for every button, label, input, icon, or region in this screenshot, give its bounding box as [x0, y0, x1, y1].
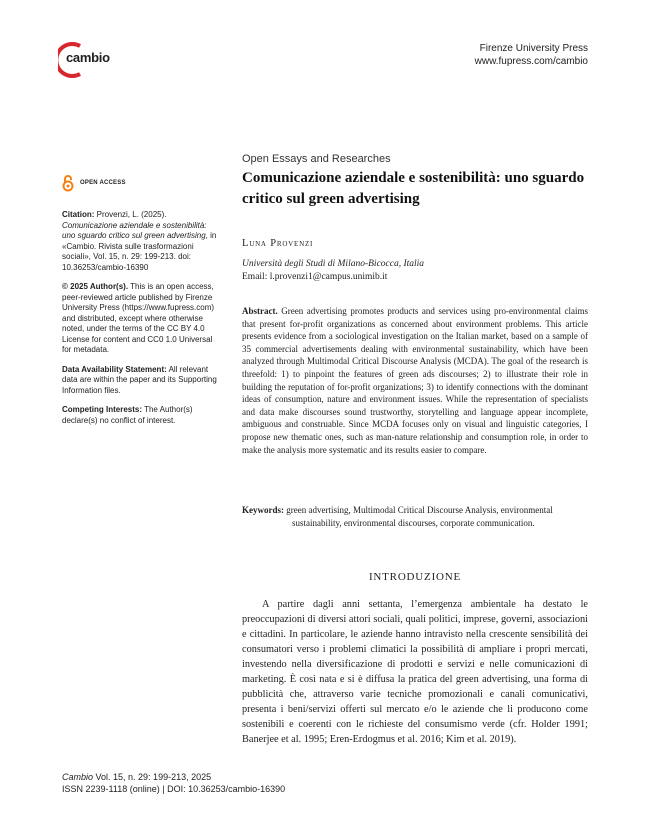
- keywords: [242, 504, 588, 529]
- data-availability-text: All relevant data are within the paper and its Supporting Information files.: [62, 364, 217, 395]
- logo-text: cambio: [66, 50, 110, 65]
- footer-volume: Vol. 15, n. 29: 199-213, 2025: [93, 772, 212, 782]
- data-availability-label: Data Availability Statement:: [62, 364, 167, 374]
- author-email[interactable]: Email: l.provenzi1@campus.unimib.it: [242, 272, 388, 282]
- data-availability: [62, 365, 222, 397]
- footer-journal: Cambio: [62, 772, 94, 782]
- competing-interests: [62, 405, 222, 426]
- intro-heading: INTRODUZIONE: [368, 571, 462, 583]
- keywords-text: green advertising, Multimodal Critical Discourse Analysis, environmental sustainability, environmental discourses, corporate communication.: [284, 505, 553, 528]
- copyright-text: This is an open access, peer-reviewed article published by Firenze University Press (https://www.fupress.com) and distributed, except where otherwise noted, under the terms of the CC BY 4.0 License for content and CC0 1.0 Universal for metadata.: [62, 282, 215, 354]
- copyright: [62, 282, 222, 356]
- author-name: Luna Provenzi: [242, 238, 314, 249]
- open-access-label: OPEN ACCESS: [80, 180, 126, 186]
- abstract: [242, 305, 588, 456]
- intro-paragraph: A partire dagli anni settanta, l’emergenza ambientale ha destato le preoccupazioni di diversi attori sociali, quali politici, imprese, governi, associazioni e cittadini. In particolare, le aziende hanno intravisto nella crescente sensibilità dei consumatori verso i problemi climatici la possibilità di ampliare i propri mercati, investendo nella diversificazione di prodotti e servizi e nelle comunicazioni di marketing. È così nata e si è diffusa la pratica del green advertising, una forma di pubblicità che, attraverso varie tecniche promozionali e canali comunicativi, presenta i beni/servizi offerti sul mercato e/o le aziende che li producono come sostenibili e coerenti con le richieste del consumismo verde (cfr. Holder 1991; Banerjee et al. 1995; Eren-Erdogmus et al. 2016; Kim et al. 2019).: [242, 599, 588, 745]
- citation-rest: , in «Cambio. Rivista sulle trasformazioni sociali», Vol. 15, n. 29: 199-213. doi: 10.36253/cambio-16390: [62, 231, 217, 272]
- abstract-label: Abstract.: [242, 306, 278, 316]
- open-access-badge: [62, 174, 126, 192]
- competing-interests-label: Competing Interests:: [62, 405, 143, 414]
- publisher-url[interactable]: www.fupress.com/cambio: [474, 56, 588, 67]
- affiliation: Università degli Studi di Milano-Bicocca, Italia: [242, 259, 425, 269]
- author-affiliation: [242, 258, 424, 284]
- keywords-label: Keywords:: [242, 505, 284, 515]
- citation: [62, 210, 222, 273]
- abstract-text: Green advertising promotes products and services using pro-environmental claims that present for-profit organizations as concerned about environment problems. This article presents evidence from a sociological investigation on the Italian market, based on a sample of 35 commercial advertisements dealing with environmental sustainability, which have been analyzed through Multimodal Critical Discourse Analysis (MCDA). The goal of the research is threefold: 1) to pinpoint the features of green ads discourses; 2) to illustrate their role in building the reputation of for-profit organizations; 3) to identify connections with the dominant ideas of consumption, nature and environment issues. While the representation of specialists and data make discourses sound trustworthy, storytelling and language appear incomplete, ambiguous and construable. Since MCDA focuses only on visual and linguistic categories, I propose new thematic ones, such as man-nature relationship and consumption role, in order to make the analysis more systematic and its results easier to compare.: [242, 306, 588, 455]
- publisher-name: Firenze University Press: [479, 43, 588, 54]
- footer-issn-doi: ISSN 2239-1118 (online) | DOI: 10.36253/cambio-16390: [62, 784, 286, 794]
- section-label: Open Essays and Researches: [242, 153, 391, 165]
- citation-title: Comunicazione aziendale e sostenibilità: uno sguardo critico sul green advertising: [62, 220, 207, 240]
- citation-text: Provenzi, L. (2025).: [96, 210, 167, 219]
- citation-label: Citation:: [62, 210, 95, 219]
- competing-interests-text: The Author(s) declare(s) no conflict of interest.: [62, 405, 193, 425]
- open-access-icon: [62, 174, 74, 192]
- sidebar-metadata: [62, 210, 222, 435]
- article-title: Comunicazione aziendale e sostenibilità: uno sguardo critico sul green advertising: [242, 170, 585, 207]
- publisher-block: [475, 42, 588, 68]
- page-footer: [62, 771, 285, 795]
- copyright-label: © 2025 Author(s).: [62, 282, 129, 291]
